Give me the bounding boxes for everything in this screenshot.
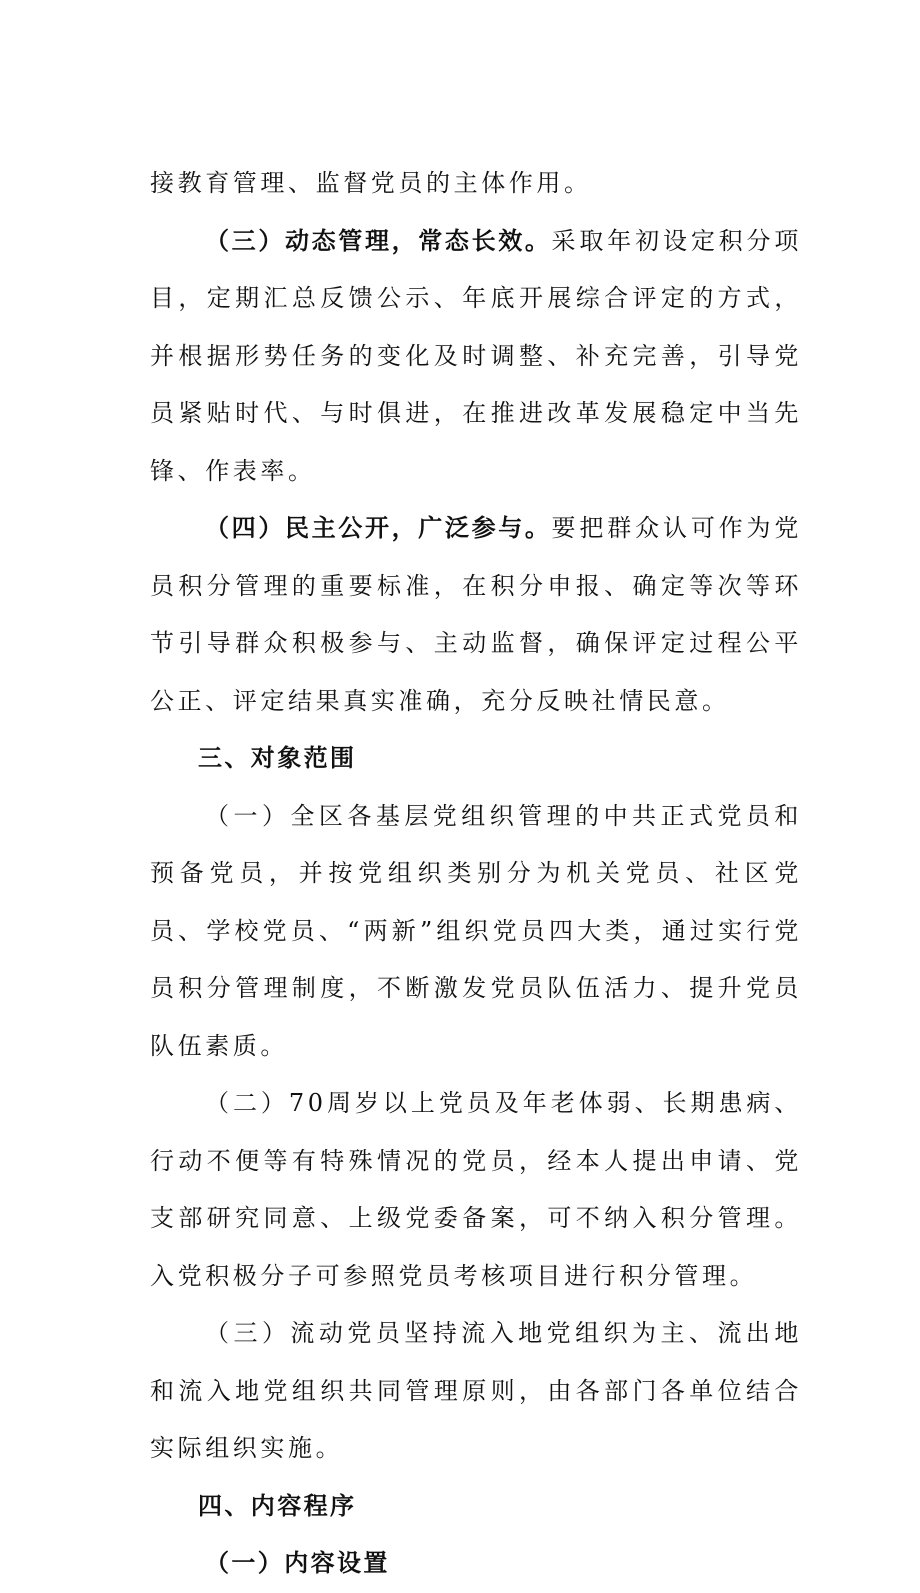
paragraph-lead-dynamic-management: （三）动态管理，常态长效。 [205,226,552,255]
document-page [150,155,802,1593]
paragraph-dynamic-management [150,213,802,501]
section-heading-scope: 三、对象范围 [198,744,357,772]
subsection-heading-content-setup: （一）内容设置 [205,1549,390,1577]
paragraph-democratic-openness [150,500,802,730]
paragraph-scope-2: （二）70周岁以上党员及年老体弱、长期患病、行动不便等有特殊情况的党员，经本人提出申请、党支部研究同意、上级党委备案，可不纳入积分管理。入党积极分子可参照党员考核项目进行积分管理。 [150,1089,802,1290]
paragraph-body-dynamic-management: 采取年初设定积分项目，定期汇总反馈公示、年底开展综合评定的方式，并根据形势任务的变化及时调整、补充完善，引导党员紧贴时代、与时俱进，在推进改革发展稳定中当先锋、作表率。 [150,226,802,485]
section-heading-content-procedure: 四、内容程序 [198,1491,357,1520]
paragraph-continuation: 接教育管理、监督党员的主体作用。 [150,169,592,197]
paragraph-body-democratic-openness: 要把群众认可作为党员积分管理的重要标准，在积分申报、确定等次等环节引导群众积极参与、主动监督，确保评定过程公平公正、评定结果真实准确，充分反映社情民意。 [150,514,802,715]
paragraph-scope-1: （一）全区各基层党组织管理的中共正式党员和预备党员，并按党组织类别分为机关党员、社区党员、学校党员、“两新”组织党员四大类，通过实行党员积分管理制度，不断激发党员队伍活力、提升党员队伍素质。 [150,801,802,1060]
paragraph-scope-3: （三）流动党员坚持流入地党组织为主、流出地和流入地党组织共同管理原则，由各部门各单位结合实际组织实施。 [150,1319,802,1462]
paragraph-lead-democratic-openness: （四）民主公开，广泛参与。 [205,514,552,542]
